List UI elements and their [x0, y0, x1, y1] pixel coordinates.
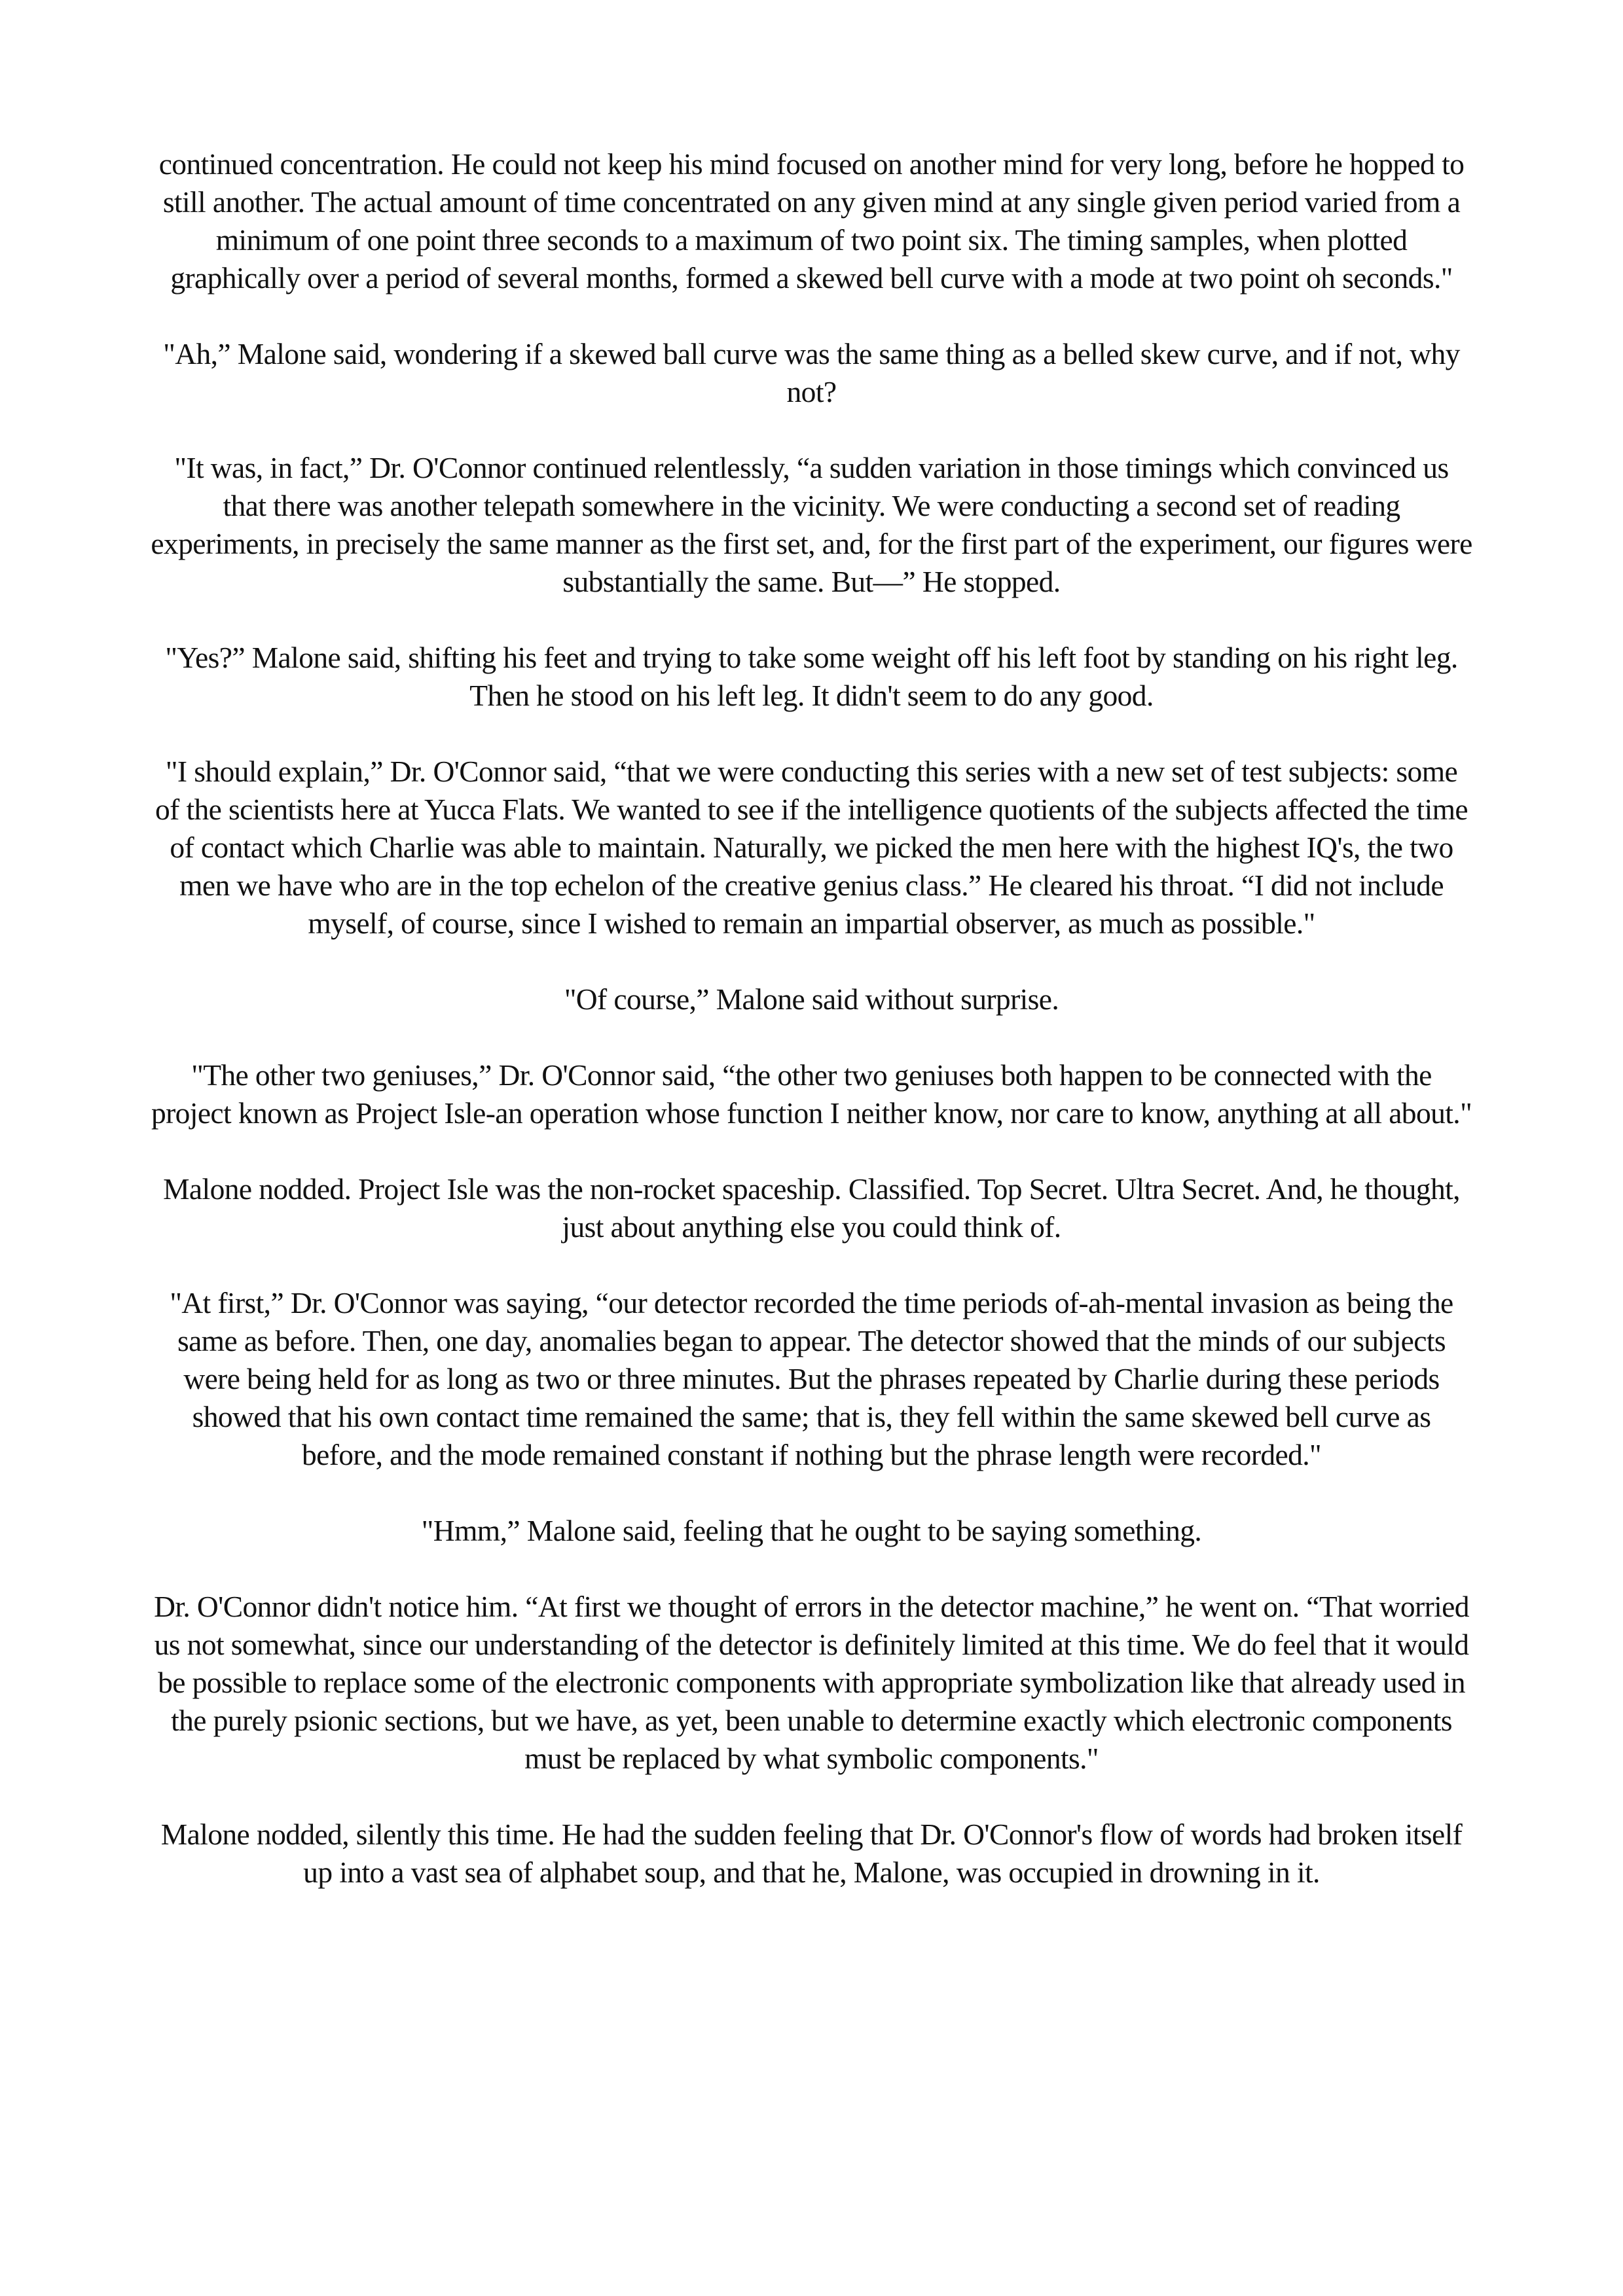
- paragraph-3: "It was, in fact,” Dr. O'Connor continued relentlessly, “a sudden variation in those timings which convinced us that there was another telepath somewhere in the vicinity. We were conducting a second set of reading experiments, in precisely the same manner as the first set, and, for the first part of the experiment, our figures were substantially the same. But—” He stopped.: [151, 451, 1472, 598]
- paragraph-4: "Yes?” Malone said, shifting his feet and trying to take some weight off his left foot by standing on his right leg. Then he stood on his left leg. It didn't seem to do any good.: [165, 641, 1458, 712]
- paragraph-7: "The other two geniuses,” Dr. O'Connor said, “the other two geniuses both happen to be connected with the project known as Project Isle-an operation whose function I neither know, nor care to know, anything at all about.": [151, 1058, 1472, 1130]
- paragraph-2: "Ah,” Malone said, wondering if a skewed ball curve was the same thing as a belled skew curve, and if not, why not?: [163, 337, 1460, 408]
- paragraph-1: continued concentration. He could not keep his mind focused on another mind for very long, before he hopped to still another. The actual amount of time concentrated on any given mind at any single given period varied from a minimum of one point three seconds to a maximum of two point six. The timing samples, when plotted graphically over a period of several months, formed a skewed bell curve with a mode at two point oh seconds.": [158, 147, 1465, 295]
- paragraph-12: Malone nodded, silently this time. He had the sudden feeling that Dr. O'Connor's flow of words had broken itself up into a vast sea of alphabet soup, and that he, Malone, was occupied in drowning in it.: [160, 1818, 1463, 1889]
- paragraph-6: "Of course,” Malone said without surprise.: [564, 982, 1059, 1016]
- document-body: [151, 145, 1472, 1892]
- paragraph-9: "At first,” Dr. O'Connor was saying, “our detector recorded the time periods of-ah-mental invasion as being the same as before. Then, one day, anomalies began to appear. The detector showed that the minds of our subjects were being held for as long as two or three minutes. But the phrases repeated by Charlie during these periods showed that his own contact time remained the same; that is, they fell within the same skewed bell curve as before, and the mode remained constant if nothing but the phrase length were recorded.": [170, 1286, 1453, 1471]
- paragraph-10: "Hmm,” Malone said, feeling that he ought to be saying something.: [421, 1514, 1202, 1547]
- paragraph-8: Malone nodded. Project Isle was the non-rocket spaceship. Classified. Top Secret. Ultra Secret. And, he thought, just about anything else you could think of.: [163, 1172, 1460, 1244]
- paragraph-5: "I should explain,” Dr. O'Connor said, “that we were conducting this series with a new set of test subjects: some of the scientists here at Yucca Flats. We wanted to see if the intelligence quotients of the subjects affected the time of contact which Charlie was able to maintain. Naturally, we picked the men here with the highest IQ's, the two men we have who are in the top echelon of the creative genius class.” He cleared his throat. “I did not include myself, of course, since I wished to remain an impartial observer, as much as possible.": [155, 755, 1468, 940]
- paragraph-11: Dr. O'Connor didn't notice him. “At first we thought of errors in the detector machine,” he went on. “That worried us not somewhat, since our understanding of the detector is definitely limited at this time. We do feel that it would be possible to replace some of the electronic components with appropriate symbolization like that already used in the purely psionic sections, but we have, as yet, been unable to determine exactly which electronic components must be replaced by what symbolic components.": [154, 1590, 1469, 1775]
